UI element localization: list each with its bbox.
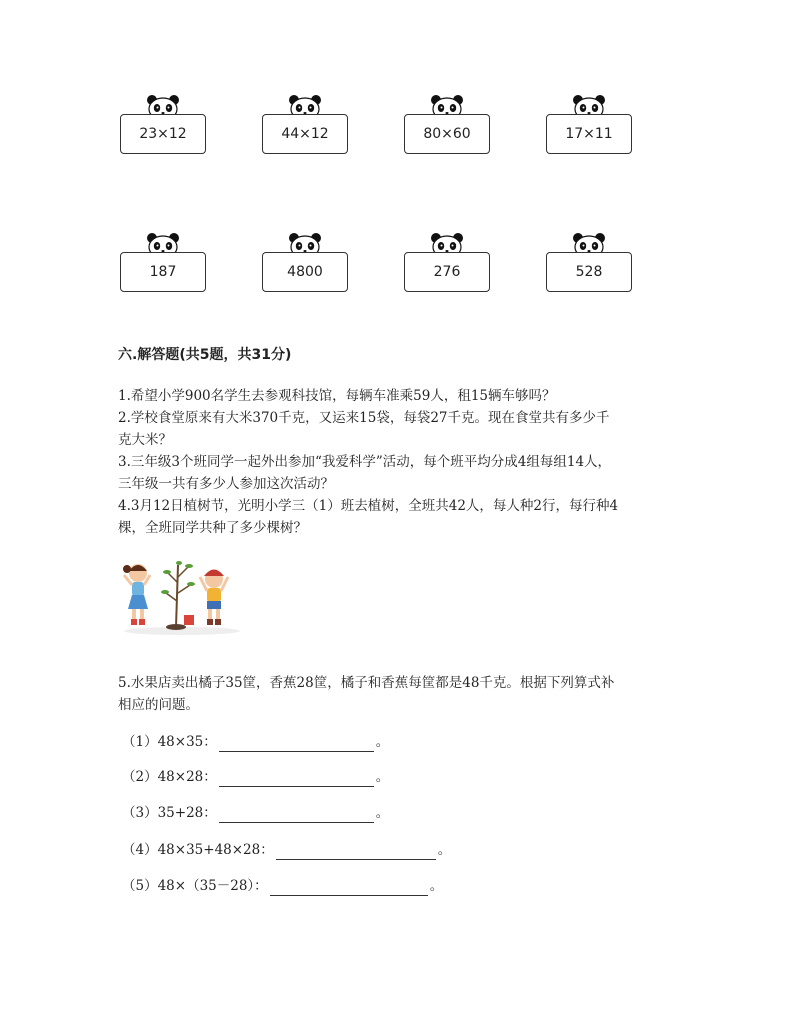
sub-item-end: 。 [429, 878, 444, 894]
sub-item-5 [122, 876, 443, 896]
card-expr-1 [120, 94, 206, 152]
card-expression: 23×12 [120, 114, 206, 154]
sub-item-label: （5）48×（35－28）： [122, 878, 268, 894]
card-value: 187 [120, 252, 206, 292]
card-expression: 80×60 [404, 114, 490, 154]
card-expression: 44×12 [262, 114, 348, 154]
question-4-line-1: 4.3月12日植树节，光明小学三（1）班去植树，全班共42人，每人种2行，每行种4 [118, 498, 619, 514]
answer-blank[interactable] [219, 806, 374, 823]
sub-item-label: （3）35+28： [122, 805, 217, 821]
question-1: 1.希望小学900名学生去参观科技馆，每辆车准乘59人，租15辆车够吗？ [118, 388, 556, 404]
sub-item-label: （4）48×35+48×28： [122, 842, 274, 858]
card-expr-4 [546, 94, 632, 152]
card-value-2 [262, 232, 348, 290]
card-expr-3 [404, 94, 490, 152]
question-2-line-2: 克大米？ [118, 432, 172, 448]
answer-blank[interactable] [219, 735, 374, 752]
answer-blank[interactable] [270, 879, 428, 896]
tree-planting-illustration [118, 553, 246, 639]
question-4-line-2: 棵，全班同学共种了多少棵树？ [118, 520, 307, 536]
sub-item-end: 。 [375, 805, 390, 821]
sub-item-label: （2）48×28： [122, 769, 217, 785]
card-expression: 17×11 [546, 114, 632, 154]
sub-item-label: （1）48×35： [122, 734, 217, 750]
answer-blank[interactable] [219, 770, 374, 787]
card-expr-2 [262, 94, 348, 152]
answer-blank[interactable] [276, 843, 436, 860]
card-value: 4800 [262, 252, 348, 292]
card-value: 276 [404, 252, 490, 292]
sub-item-end: 。 [437, 842, 452, 858]
sub-item-1 [122, 732, 389, 752]
question-5-line-2: 相应的问题。 [118, 697, 199, 713]
sub-item-end: 。 [375, 769, 390, 785]
card-value-1 [120, 232, 206, 290]
sub-item-3 [122, 803, 389, 823]
question-3-line-2: 三年级一共有多少人参加这次活动？ [118, 476, 334, 492]
sub-item-2 [122, 767, 389, 787]
sub-item-4 [122, 840, 451, 860]
section-title: 六.解答题(共5题，共31分) [118, 347, 292, 363]
question-3-line-1: 3.三年级3个班同学一起外出参加“我爱科学”活动，每个班平均分成4组每组14人， [118, 454, 612, 470]
card-value-4 [546, 232, 632, 290]
card-value: 528 [546, 252, 632, 292]
sub-item-end: 。 [375, 734, 390, 750]
question-2-line-1: 2.学校食堂原来有大米370千克，又运来15袋，每袋27千克。现在食堂共有多少千 [118, 410, 610, 426]
question-5-line-1: 5.水果店卖出橘子35筐，香蕉28筐，橘子和香蕉每筐都是48千克。根据下列算式补 [118, 675, 615, 691]
card-value-3 [404, 232, 490, 290]
